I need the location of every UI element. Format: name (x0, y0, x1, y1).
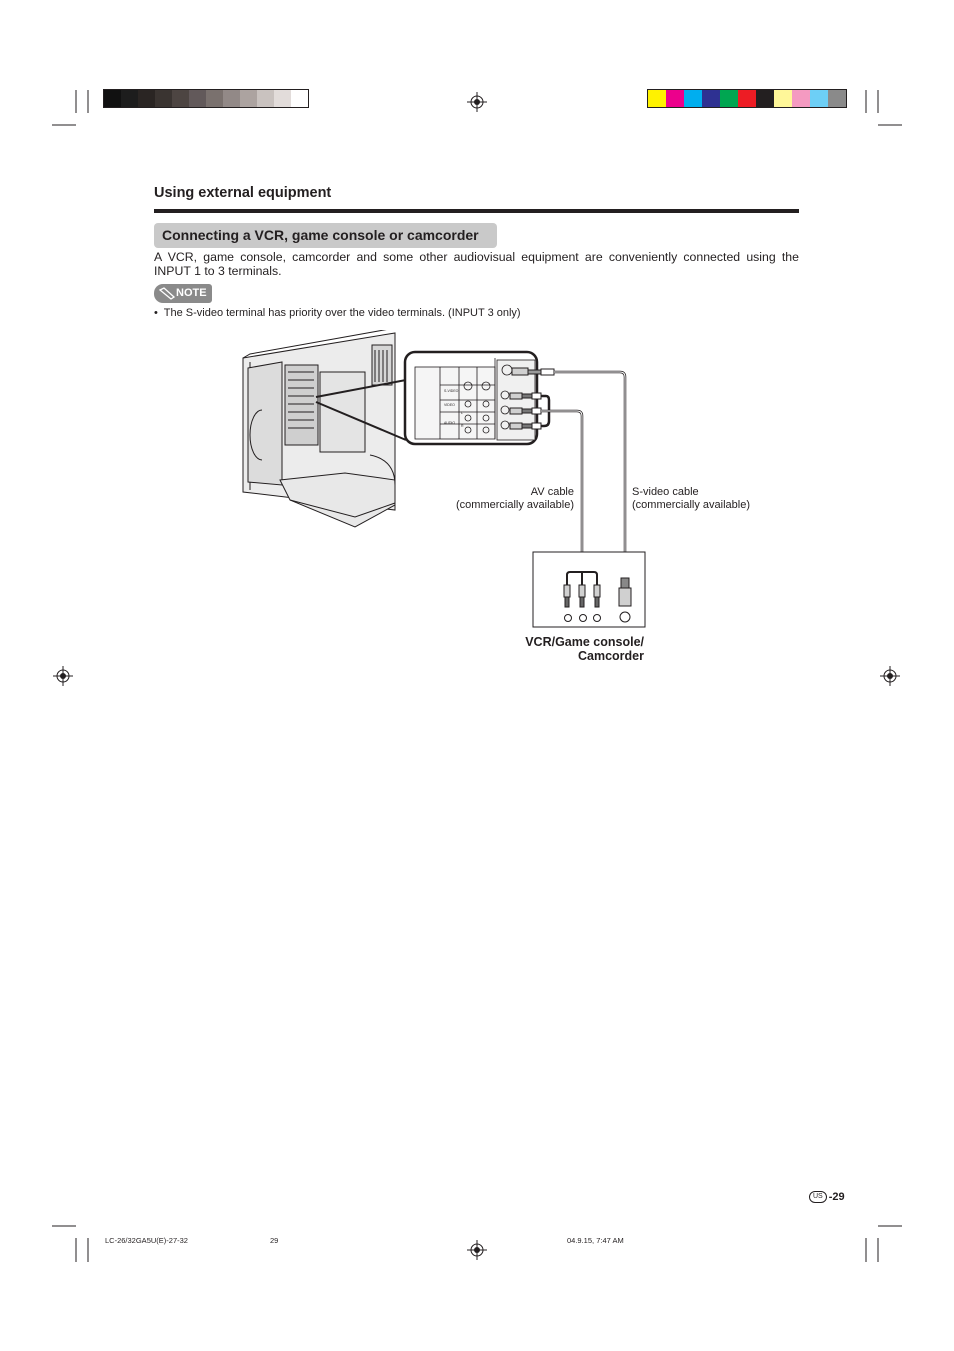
note-text: The S-video terminal has priority over the video terminals. (INPUT 3 only) (163, 307, 521, 319)
footer-timestamp: 04.9.15, 7:47 AM (567, 1236, 624, 1245)
calibration-swatch (189, 90, 206, 107)
registration-mark-icon (467, 92, 487, 112)
calibration-swatch (172, 90, 189, 107)
calibration-swatch (104, 90, 121, 107)
calibration-swatch (702, 90, 720, 107)
page-number-block (809, 1191, 845, 1203)
calibration-swatch (291, 90, 308, 107)
intro-paragraph: A VCR, game console, camcorder and some other audiovisual equipment are conveniently connected using the INPUT 1 to 3 terminals. (154, 250, 799, 278)
calibration-swatch (155, 90, 172, 107)
panel-label-svideo: S-VIDEO (444, 389, 459, 393)
calibration-swatch (648, 90, 666, 107)
registration-mark-icon (467, 1240, 487, 1260)
footer-file: LC-26/32GA5U(E)-27-32 (105, 1236, 188, 1245)
calibration-swatch (684, 90, 702, 107)
tv-rear-illustration (243, 330, 395, 527)
svideo-cable-caption (632, 486, 750, 512)
av-cable-caption (456, 486, 574, 512)
calibration-swatch (666, 90, 684, 107)
calibration-swatch (274, 90, 291, 107)
calibration-swatch (206, 90, 223, 107)
gray-calibration-bar (103, 89, 309, 108)
calibration-swatch (240, 90, 257, 107)
av-cable-label: AV cable (530, 486, 574, 498)
av-cable-note: (commercially available) (456, 499, 574, 511)
panel-label-audio: AUDIO (444, 421, 456, 425)
panel-label-l: L (461, 411, 463, 415)
svideo-cable (554, 372, 625, 578)
calibration-swatch (792, 90, 810, 107)
rca-plugs (510, 393, 541, 429)
calibration-swatch (720, 90, 738, 107)
svideo-cable-note: (commercially available) (632, 499, 750, 511)
region-badge: US (809, 1191, 827, 1203)
calibration-swatch (223, 90, 240, 107)
calibration-swatch (828, 90, 846, 107)
pencil-icon (159, 287, 175, 300)
device-label (525, 635, 644, 663)
calibration-swatch (257, 90, 274, 107)
note-badge (154, 284, 212, 303)
note-label: NOTE (176, 287, 207, 299)
section-title: Using external equipment (154, 185, 332, 201)
device-label-line2: Camcorder (578, 649, 644, 663)
calibration-swatch (138, 90, 155, 107)
subheading: Connecting a VCR, game console or camcorder (154, 223, 497, 248)
panel-label-r: R (461, 424, 464, 428)
section-rule (154, 209, 799, 213)
calibration-swatch (121, 90, 138, 107)
connection-diagram (240, 330, 780, 630)
registration-mark-icon (53, 666, 73, 686)
calibration-swatch (810, 90, 828, 107)
panel-label-video: VIDEO (444, 403, 455, 407)
calibration-swatch (738, 90, 756, 107)
color-calibration-bar (647, 89, 847, 108)
footer-page: 29 (270, 1236, 279, 1245)
note-bullet: • The S-video terminal has priority over the video terminals. (INPUT 3 only) (154, 307, 521, 319)
svideo-cable-label: S-video cable (632, 486, 699, 498)
registration-mark-icon (880, 666, 900, 686)
page-number: -29 (828, 1191, 845, 1203)
calibration-swatch (756, 90, 774, 107)
calibration-swatch (774, 90, 792, 107)
device-label-line1: VCR/Game console/ (525, 635, 644, 649)
